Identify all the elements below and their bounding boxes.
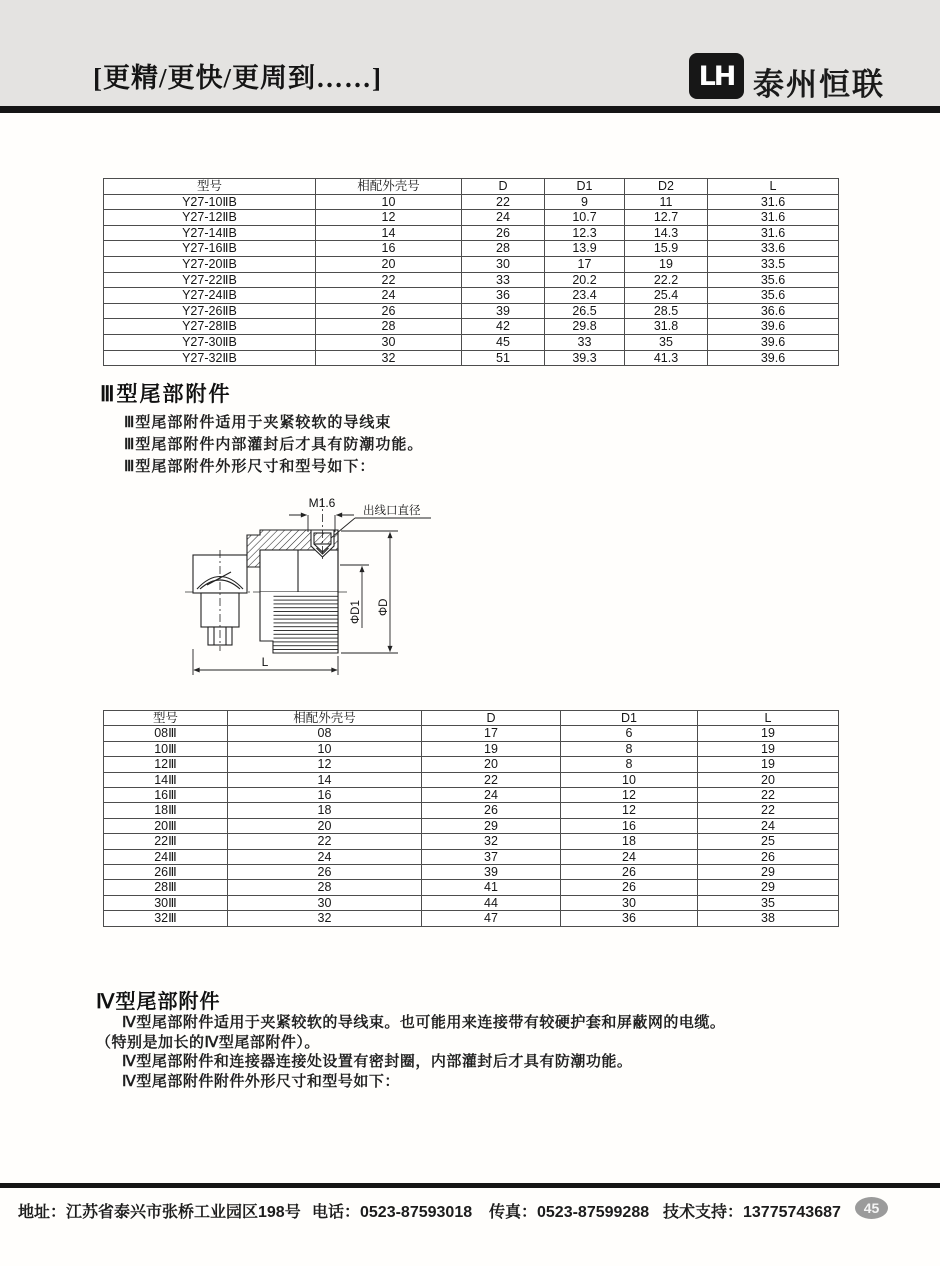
footer-fax: 传真：0523-87599288 xyxy=(489,1204,650,1221)
table-row xyxy=(104,350,839,366)
table-cell: 8 xyxy=(561,741,698,756)
table-cell: 24 xyxy=(462,210,545,226)
table-cell: 23.4 xyxy=(545,288,625,304)
table-cell: 20.2 xyxy=(545,272,625,288)
paragraph-line: Ⅲ型尾部附件适用于夹紧较软的导线束 xyxy=(124,414,392,431)
table-cell: 24 xyxy=(422,788,561,803)
column-header: D1 xyxy=(561,711,698,726)
table-cell: 33.6 xyxy=(708,241,839,257)
table-row xyxy=(104,726,839,741)
table-cell: 32 xyxy=(422,834,561,849)
table-header-row xyxy=(104,711,839,726)
table-cell: 13.9 xyxy=(545,241,625,257)
table-cell: 24 xyxy=(698,818,839,833)
table-row xyxy=(104,303,839,319)
brand-name: 泰州恒联 xyxy=(753,67,885,102)
table-cell: 8 xyxy=(561,757,698,772)
table-cell: 20 xyxy=(698,772,839,787)
table-cell: 11 xyxy=(625,194,708,210)
table-cell: Y27-14ⅡB xyxy=(104,225,316,241)
table-row xyxy=(104,272,839,288)
table-cell: 35 xyxy=(625,334,708,350)
table-cell: 29 xyxy=(698,880,839,895)
table-cell: 31.6 xyxy=(708,225,839,241)
table-cell: 32 xyxy=(316,350,462,366)
table-cell: 39 xyxy=(462,303,545,319)
table-cell: 16 xyxy=(228,788,422,803)
table-cell: 44 xyxy=(422,895,561,910)
table-cell: 30 xyxy=(561,895,698,910)
section-type4-paragraph xyxy=(96,1013,725,1091)
table-cell: 14 xyxy=(316,225,462,241)
page-header xyxy=(0,0,940,106)
table-cell: 30 xyxy=(228,895,422,910)
table-row xyxy=(104,757,839,772)
table-cell: 47 xyxy=(422,911,561,926)
table-cell: 38 xyxy=(698,911,839,926)
table-cell: 22 xyxy=(316,272,462,288)
table-cell: 28 xyxy=(228,880,422,895)
table-cell: 26 xyxy=(422,803,561,818)
table-cell: 10 xyxy=(228,741,422,756)
table-header-row xyxy=(104,179,839,195)
column-header: D2 xyxy=(625,179,708,195)
table-cell: 45 xyxy=(462,334,545,350)
table-cell: 31.8 xyxy=(625,319,708,335)
table-cell: 22 xyxy=(698,788,839,803)
table-cell: 26 xyxy=(561,880,698,895)
table-cell: 30 xyxy=(462,256,545,272)
table-cell: 26Ⅲ xyxy=(104,865,228,880)
paragraph-line: Ⅳ型尾部附件和连接器连接处设置有密封圈，内部灌封后才具有防潮功能。 xyxy=(122,1053,633,1070)
table-cell: 39.6 xyxy=(708,350,839,366)
table-cell: 20 xyxy=(422,757,561,772)
table-cell: 18Ⅲ xyxy=(104,803,228,818)
dim-label-d1: ΦD1 xyxy=(350,600,362,624)
table-cell: 42 xyxy=(462,319,545,335)
table-cell: 51 xyxy=(462,350,545,366)
table-cell: 10 xyxy=(316,194,462,210)
table-cell: 25 xyxy=(698,834,839,849)
table-row xyxy=(104,334,839,350)
table-cell: 19 xyxy=(698,726,839,741)
footer-divider-bar xyxy=(0,1183,940,1188)
table-row xyxy=(104,256,839,272)
table-cell: 25.4 xyxy=(625,288,708,304)
dim-label-thread: M1.6 xyxy=(308,496,336,510)
table-cell: 10.7 xyxy=(545,210,625,226)
table-cell: 20Ⅲ xyxy=(104,818,228,833)
dim-label-d: ΦD xyxy=(378,598,390,616)
table-cell: 30Ⅲ xyxy=(104,895,228,910)
column-header: D1 xyxy=(545,179,625,195)
table-row xyxy=(104,288,839,304)
table-row xyxy=(104,788,839,803)
table-row xyxy=(104,803,839,818)
table-cell: 31.6 xyxy=(708,210,839,226)
table-cell: 36.6 xyxy=(708,303,839,319)
company-logo-icon xyxy=(689,53,744,99)
footer-support: 技术支持：13775743687 xyxy=(663,1204,841,1221)
table-cell: 35.6 xyxy=(708,288,839,304)
table-cell: 29.8 xyxy=(545,319,625,335)
header-slogan: [更精/更快/更周到……] xyxy=(93,63,382,93)
table-cell: 08Ⅲ xyxy=(104,726,228,741)
table-cell: 35.6 xyxy=(708,272,839,288)
column-header: D xyxy=(422,711,561,726)
table-cell: 24 xyxy=(228,849,422,864)
table-row xyxy=(104,225,839,241)
table-row xyxy=(104,194,839,210)
page-number-badge: 45 xyxy=(855,1197,888,1219)
table-row xyxy=(104,210,839,226)
table-cell: 39.3 xyxy=(545,350,625,366)
paragraph-line: （特别是加长的Ⅳ型尾部附件）。 xyxy=(96,1033,320,1051)
table-cell: 12.3 xyxy=(545,225,625,241)
table-cell: 22.2 xyxy=(625,272,708,288)
table-cell: 39 xyxy=(422,865,561,880)
table-cell: 29 xyxy=(698,865,839,880)
table-cell: 28Ⅲ xyxy=(104,880,228,895)
table-cell: 32Ⅲ xyxy=(104,911,228,926)
table-cell: 24 xyxy=(561,849,698,864)
table-cell: 17 xyxy=(422,726,561,741)
table-row xyxy=(104,818,839,833)
table-cell: 28 xyxy=(462,241,545,257)
table-cell: Y27-16ⅡB xyxy=(104,241,316,257)
table-cell: 12 xyxy=(316,210,462,226)
section-title-type3: Ⅲ型尾部附件 xyxy=(100,383,232,406)
table-cell: 24 xyxy=(316,288,462,304)
table-cell: 18 xyxy=(228,803,422,818)
table-cell: Y27-10ⅡB xyxy=(104,194,316,210)
table-cell: 32 xyxy=(228,911,422,926)
table-cell: 26 xyxy=(561,865,698,880)
table-cell: 17 xyxy=(545,256,625,272)
table-cell: 22 xyxy=(698,803,839,818)
column-header: L xyxy=(708,179,839,195)
section-title-type4: Ⅳ型尾部附件 xyxy=(96,991,221,1013)
table-cell: 36 xyxy=(462,288,545,304)
table-cell: 24Ⅲ xyxy=(104,849,228,864)
table-row xyxy=(104,865,839,880)
table-cell: 12 xyxy=(561,788,698,803)
column-header: 型号 xyxy=(104,179,316,195)
footer-address: 地址：江苏省泰兴市张桥工业园区198号 xyxy=(18,1204,301,1221)
column-header: D xyxy=(462,179,545,195)
table-row xyxy=(104,895,839,910)
table-cell: 18 xyxy=(561,834,698,849)
column-header: 相配外壳号 xyxy=(228,711,422,726)
table-cell: 14Ⅲ xyxy=(104,772,228,787)
dim-label-outlet-diameter: 出线口直径 xyxy=(363,505,421,517)
table-cell: 33.5 xyxy=(708,256,839,272)
table-cell: 16Ⅲ xyxy=(104,788,228,803)
table-cell: 41.3 xyxy=(625,350,708,366)
table-cell: 35 xyxy=(698,895,839,910)
table-cell: 30 xyxy=(316,334,462,350)
table-cell: 28 xyxy=(316,319,462,335)
column-header: 型号 xyxy=(104,711,228,726)
tail-accessory-technical-drawing xyxy=(185,488,435,693)
table-cell: 26 xyxy=(698,849,839,864)
table-row xyxy=(104,911,839,926)
table-cell: 22Ⅲ xyxy=(104,834,228,849)
dim-label-length: L xyxy=(261,655,269,669)
table-cell: 20 xyxy=(316,256,462,272)
table-cell: 19 xyxy=(698,741,839,756)
table-cell: 26.5 xyxy=(545,303,625,319)
header-divider-bar xyxy=(0,106,940,113)
column-header: L xyxy=(698,711,839,726)
column-header: 相配外壳号 xyxy=(316,179,462,195)
table-cell: 39.6 xyxy=(708,334,839,350)
table-cell: 9 xyxy=(545,194,625,210)
table-cell: 22 xyxy=(228,834,422,849)
paragraph-line: Ⅳ型尾部附件附件外形尺寸和型号如下： xyxy=(122,1072,400,1090)
table-cell: 37 xyxy=(422,849,561,864)
table-cell: Y27-12ⅡB xyxy=(104,210,316,226)
paragraph-line: Ⅲ型尾部附件外形尺寸和型号如下： xyxy=(124,458,376,475)
table-cell: 15.9 xyxy=(625,241,708,257)
table-cell: 31.6 xyxy=(708,194,839,210)
table-cell: 28.5 xyxy=(625,303,708,319)
paragraph-line: Ⅲ型尾部附件内部灌封后才具有防潮功能。 xyxy=(124,436,424,453)
table-cell: 08 xyxy=(228,726,422,741)
table-cell: Y27-24ⅡB xyxy=(104,288,316,304)
table-cell: 26 xyxy=(462,225,545,241)
table-cell: 12.7 xyxy=(625,210,708,226)
table-cell: 14 xyxy=(228,772,422,787)
table-cell: 12 xyxy=(228,757,422,772)
table-cell: 10 xyxy=(561,772,698,787)
table-cell: 20 xyxy=(228,818,422,833)
section-type3-paragraph xyxy=(124,412,423,478)
table-cell: 19 xyxy=(698,757,839,772)
table-cell: 36 xyxy=(561,911,698,926)
table-cell: Y27-32ⅡB xyxy=(104,350,316,366)
table-cell: 41 xyxy=(422,880,561,895)
table-row xyxy=(104,741,839,756)
table-cell: 22 xyxy=(462,194,545,210)
table-cell: 6 xyxy=(561,726,698,741)
table-cell: 19 xyxy=(422,741,561,756)
paragraph-line: Ⅳ型尾部附件适用于夹紧较软的导线束。也可能用来连接带有较硬护套和屏蔽网的电缆。 xyxy=(122,1014,726,1031)
drawing-body xyxy=(193,530,338,653)
table-cell: 12 xyxy=(561,803,698,818)
table-cell: Y27-20ⅡB xyxy=(104,256,316,272)
table-cell: 19 xyxy=(625,256,708,272)
table-cell: 12Ⅲ xyxy=(104,757,228,772)
table-cell: Y27-30ⅡB xyxy=(104,334,316,350)
table-cell: 33 xyxy=(462,272,545,288)
spec-table-type3 xyxy=(103,710,839,927)
table-cell: 10Ⅲ xyxy=(104,741,228,756)
logo-letters: LH xyxy=(698,60,735,92)
table-cell: 26 xyxy=(228,865,422,880)
table-row xyxy=(104,880,839,895)
table-cell: 33 xyxy=(545,334,625,350)
table-row xyxy=(104,772,839,787)
table-cell: 39.6 xyxy=(708,319,839,335)
table-cell: 22 xyxy=(422,772,561,787)
footer-phone: 电话：0523-87593018 xyxy=(312,1204,473,1221)
table-cell: Y27-22ⅡB xyxy=(104,272,316,288)
table-cell: 16 xyxy=(561,818,698,833)
table-row xyxy=(104,241,839,257)
table-cell: 26 xyxy=(316,303,462,319)
spec-table-y27-2b xyxy=(103,178,839,366)
table-row xyxy=(104,849,839,864)
table-cell: Y27-28ⅡB xyxy=(104,319,316,335)
table-cell: Y27-26ⅡB xyxy=(104,303,316,319)
table-cell: 16 xyxy=(316,241,462,257)
table-cell: 14.3 xyxy=(625,225,708,241)
table-row xyxy=(104,319,839,335)
table-row xyxy=(104,834,839,849)
table-cell: 29 xyxy=(422,818,561,833)
